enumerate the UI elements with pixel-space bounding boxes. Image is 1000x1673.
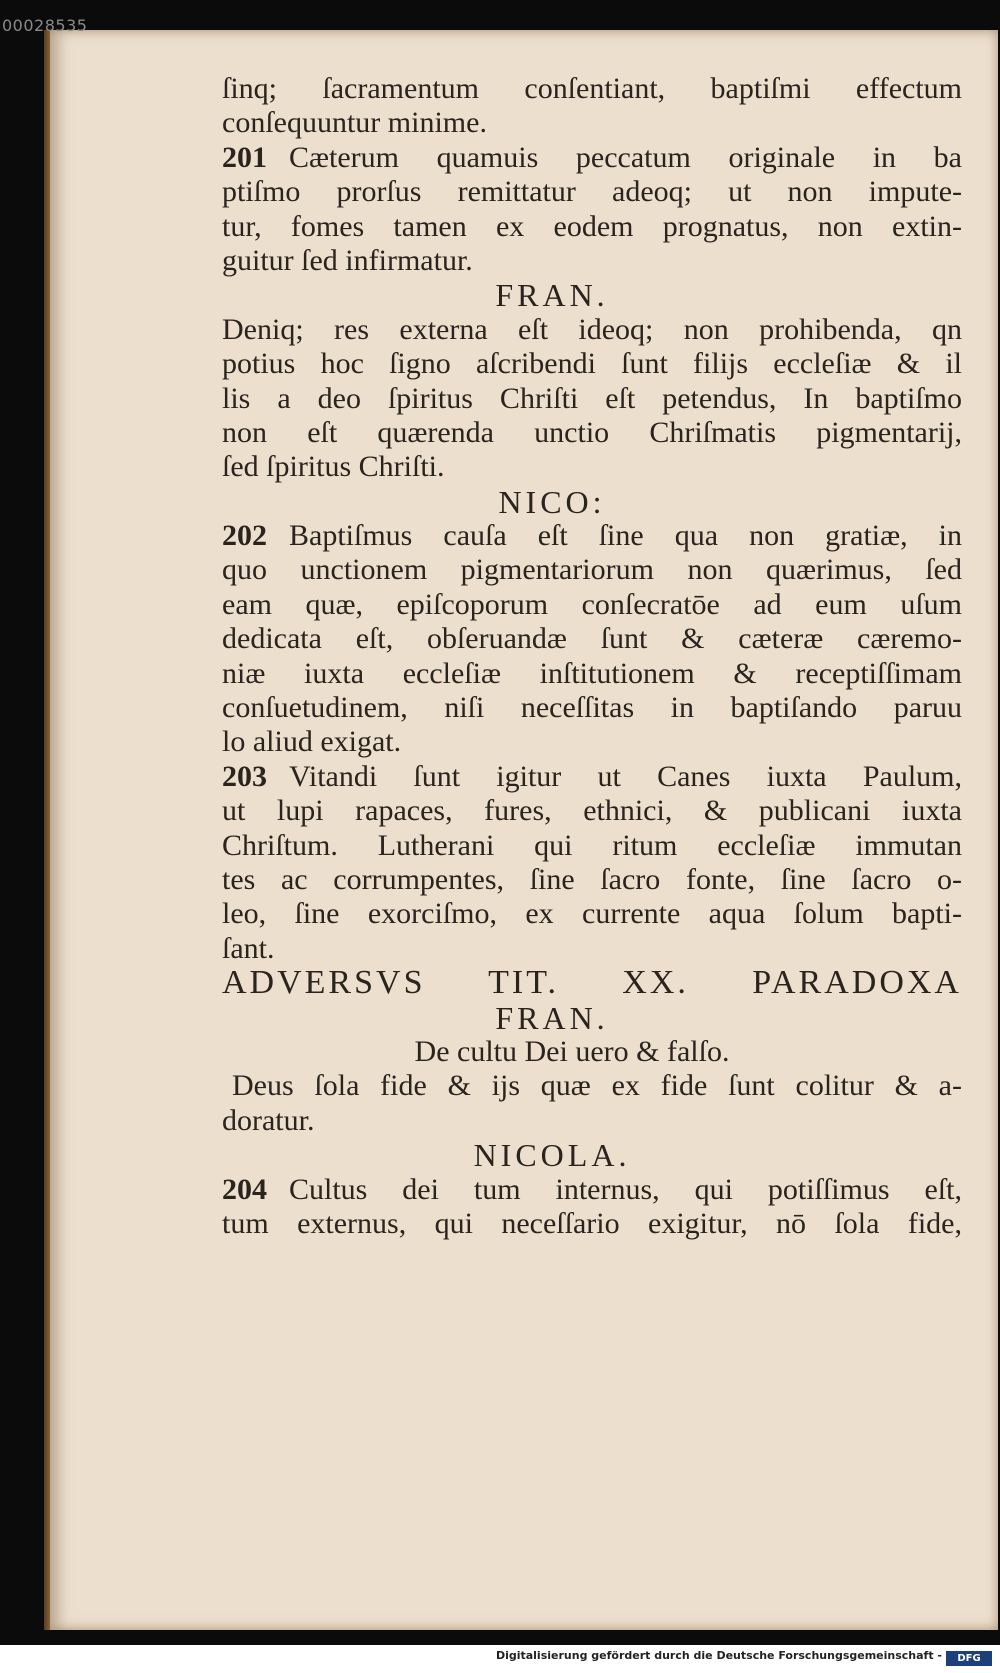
text-line xyxy=(222,1104,962,1138)
section-subheading xyxy=(222,1035,962,1069)
text-line xyxy=(222,1069,962,1103)
line-text: FRAN. xyxy=(495,999,609,1036)
text-line xyxy=(222,553,962,587)
text-line xyxy=(222,1207,962,1241)
line-text: Baptiſmus cauſa eſt ſine qua non gratiæ, in xyxy=(289,519,962,553)
line-text: ptiſmo prorſus remittatur adeoq; ut non impute- xyxy=(222,175,962,209)
text-line xyxy=(222,210,962,244)
line-text: Cæterum quamuis peccatum originale in ba xyxy=(289,140,962,174)
section-heading xyxy=(222,278,962,312)
text-line xyxy=(222,175,962,209)
text-line xyxy=(222,691,962,725)
line-text: NICOLA. xyxy=(473,1137,631,1174)
page-text xyxy=(222,72,962,1241)
section-heading xyxy=(222,1138,962,1172)
line-text: doratur. xyxy=(222,1103,315,1137)
text-line xyxy=(222,519,962,553)
paragraph-number: 202 xyxy=(222,519,267,553)
line-text: ſant. xyxy=(222,931,275,965)
text-line xyxy=(222,244,962,278)
line-text: niæ iuxta eccleſiæ inſtitutionem & receptiſſimam xyxy=(222,656,962,690)
line-text: tes ac corrumpentes, ſine ſacro fonte, ſine ſacro o- xyxy=(222,862,962,896)
line-text: ſed ſpiritus Chriſti. xyxy=(222,450,445,484)
text-line xyxy=(222,1173,962,1207)
text-line xyxy=(222,141,962,175)
text-line xyxy=(222,863,962,897)
section-heading xyxy=(222,485,962,519)
line-text: lis a deo ſpiritus Chriſti eſt petendus, In baptiſmo xyxy=(222,381,962,415)
line-text: ſinq; ſacramentum conſentiant, baptiſmi effectum xyxy=(222,72,962,105)
line-text: De cultu Dei uero & falſo. xyxy=(414,1034,730,1068)
paragraph-number: 204 xyxy=(222,1172,267,1206)
line-text: FRAN. xyxy=(495,277,609,314)
footer-credit: Digitalisierung gefördert durch die Deutsche Forschungsgemeinschaft - xyxy=(495,1649,942,1662)
text-line xyxy=(222,382,962,416)
scan-id: 00028535 xyxy=(2,16,88,35)
text-line xyxy=(222,72,962,106)
line-text: conſequuntur minime. xyxy=(222,106,487,140)
paragraph-number: 201 xyxy=(222,140,267,174)
line-text: leo, ſine exorciſmo, ex currente aqua ſolum bapti- xyxy=(222,897,962,931)
text-line xyxy=(222,657,962,691)
line-text: tum externus, qui neceſſario exigitur, nō ſola fide, xyxy=(222,1206,962,1240)
line-text: potius hoc ſigno aſcribendi ſunt filijs eccleſiæ & il xyxy=(222,347,962,381)
line-text: Cultus dei tum internus, qui potiſſimus eſt, xyxy=(289,1172,962,1206)
text-line xyxy=(222,450,962,484)
text-line xyxy=(222,588,962,622)
line-text: ut lupi rapaces, fures, ethnici, & publicani iuxta xyxy=(222,794,962,828)
text-line xyxy=(222,106,962,140)
line-text: conſuetudinem, niſi neceſſitas in baptiſando paruu xyxy=(222,691,962,725)
text-line xyxy=(222,622,962,656)
text-line xyxy=(222,347,962,381)
line-text: eam quæ, epiſcoporum conſecratōe ad eum uſum xyxy=(222,587,962,621)
line-text: lo aliud exigat. xyxy=(222,725,402,759)
line-text: Vitandi ſunt igitur ut Canes iuxta Paulum, xyxy=(289,759,962,793)
line-text: dedicata eſt, obſeruandæ ſunt & cæteræ cæremo- xyxy=(222,622,962,656)
line-text: Deus ſola fide & ijs quæ ex fide ſunt colitur & a- xyxy=(232,1069,962,1103)
text-line xyxy=(222,829,962,863)
text-line xyxy=(222,416,962,450)
line-text: guitur ſed infirmatur. xyxy=(222,243,473,277)
text-line xyxy=(222,932,962,966)
line-text: tur, fomes tamen ex eodem prognatus, non extin- xyxy=(222,209,962,243)
line-text: quo unctionem pigmentariorum non quærimus, ſed xyxy=(222,553,962,587)
section-heading xyxy=(222,966,962,1000)
line-text: ADVERSVS TIT. XX. PARADOXA xyxy=(222,964,962,1002)
line-text: Chriſtum. Lutherani qui ritum eccleſiæ immutan xyxy=(222,828,962,862)
line-text: Deniq; res externa eſt ideoq; non prohibenda, qn xyxy=(222,312,962,346)
text-line xyxy=(222,725,962,759)
line-text: NICO: xyxy=(498,483,606,520)
text-line xyxy=(222,897,962,931)
dfg-logo: DFG xyxy=(946,1651,992,1666)
section-heading xyxy=(222,1001,962,1035)
text-line xyxy=(222,760,962,794)
text-line xyxy=(222,794,962,828)
paragraph-number: 203 xyxy=(222,759,267,793)
text-line xyxy=(222,313,962,347)
line-text: non eſt quærenda unctio Chriſmatis pigmentarij, xyxy=(222,415,962,449)
